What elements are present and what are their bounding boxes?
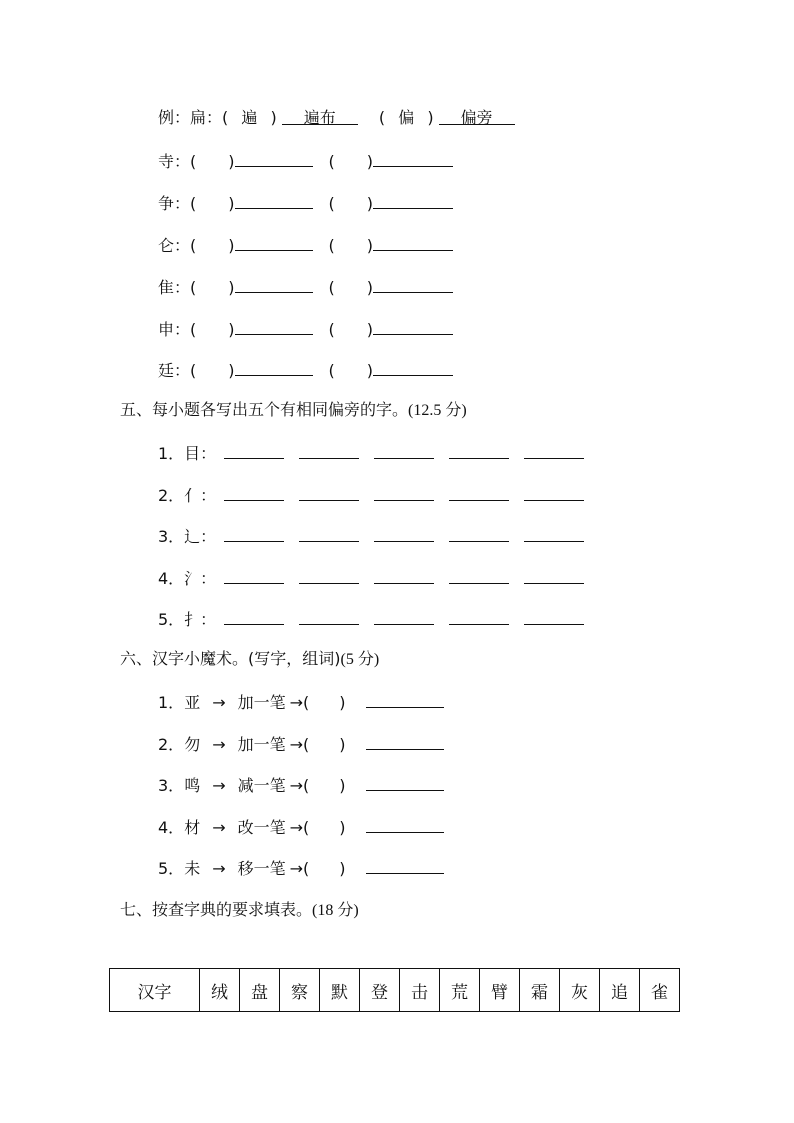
answer-blank[interactable] bbox=[366, 855, 444, 874]
dictionary-table bbox=[109, 968, 680, 1012]
answer-blank[interactable] bbox=[299, 482, 359, 501]
magic-row bbox=[158, 731, 444, 755]
answer-blank[interactable] bbox=[235, 148, 313, 167]
source-char: 勿 bbox=[184, 735, 201, 754]
source-char: 鸣 bbox=[184, 776, 201, 795]
tail-open: →( bbox=[289, 735, 310, 754]
answer-blank[interactable] bbox=[224, 606, 284, 625]
table-char-cell: 霜 bbox=[520, 969, 560, 1012]
example-char-1: 遍 bbox=[241, 108, 258, 127]
answer-blank[interactable] bbox=[373, 232, 453, 251]
radical-char: 隹：( bbox=[158, 278, 197, 297]
answer-blank[interactable] bbox=[299, 606, 359, 625]
section7-title-text: 七、按查字典的要求填表。 bbox=[120, 900, 313, 919]
close-paren: ) bbox=[228, 361, 235, 380]
table-char-cell: 登 bbox=[360, 969, 400, 1012]
answer-blank[interactable] bbox=[366, 814, 444, 833]
item-number: 3． bbox=[158, 776, 185, 795]
radical-char: 仑：( bbox=[158, 236, 197, 255]
radical-row bbox=[158, 440, 599, 464]
answer-blank[interactable] bbox=[366, 772, 444, 791]
example-word-2 bbox=[439, 106, 515, 125]
radical-char: 寺：( bbox=[158, 152, 197, 171]
table-char-cell: 雀 bbox=[640, 969, 680, 1012]
close-paren: ) bbox=[228, 236, 235, 255]
answer-blank[interactable] bbox=[235, 316, 313, 335]
answer-blank[interactable] bbox=[524, 482, 584, 501]
answer-blank[interactable] bbox=[224, 523, 284, 542]
tail-open: →( bbox=[289, 693, 310, 712]
table-char-cell: 盘 bbox=[240, 969, 280, 1012]
tail-open: →( bbox=[289, 818, 310, 837]
arrow-icon: → bbox=[212, 735, 226, 754]
open-paren: ( bbox=[328, 278, 335, 297]
close-paren: ) bbox=[228, 194, 235, 213]
example-open-2: ( bbox=[378, 108, 386, 127]
close-paren: ) bbox=[366, 236, 373, 255]
close-paren: ) bbox=[339, 735, 346, 754]
radical-label: 4．氵： bbox=[158, 569, 217, 588]
table-header-cell: 汉字 bbox=[110, 969, 200, 1012]
radical-row bbox=[158, 565, 599, 589]
example-close-2: ) bbox=[427, 108, 434, 127]
answer-blank[interactable] bbox=[224, 440, 284, 459]
answer-blank[interactable] bbox=[235, 274, 313, 293]
operation: 减一笔 bbox=[237, 776, 286, 795]
answer-blank[interactable] bbox=[449, 565, 509, 584]
close-paren: ) bbox=[366, 194, 373, 213]
answer-blank[interactable] bbox=[374, 482, 434, 501]
answer-blank[interactable] bbox=[374, 523, 434, 542]
answer-blank[interactable] bbox=[524, 565, 584, 584]
answer-blank[interactable] bbox=[366, 731, 444, 750]
section7-score: (18 分) bbox=[312, 902, 359, 919]
radical-row bbox=[158, 606, 599, 630]
radical-row bbox=[158, 523, 599, 547]
radical-char: 争：( bbox=[158, 194, 197, 213]
answer-blank[interactable] bbox=[524, 606, 584, 625]
answer-blank[interactable] bbox=[374, 440, 434, 459]
answer-blank[interactable] bbox=[373, 274, 453, 293]
radical-char: 申：( bbox=[158, 320, 197, 339]
answer-blank[interactable] bbox=[366, 689, 444, 708]
radical-label: 5．扌： bbox=[158, 610, 217, 629]
radical-item bbox=[158, 274, 453, 298]
answer-blank[interactable] bbox=[235, 357, 313, 376]
example-close-1: ) bbox=[270, 108, 277, 127]
close-paren: ) bbox=[366, 278, 373, 297]
section6-title bbox=[120, 647, 379, 671]
radical-label: 2．亻： bbox=[158, 486, 217, 505]
table-char-cell: 绒 bbox=[200, 969, 240, 1012]
table-char-cell: 灰 bbox=[560, 969, 600, 1012]
magic-row bbox=[158, 855, 444, 879]
table-char-cell: 追 bbox=[600, 969, 640, 1012]
close-paren: ) bbox=[366, 152, 373, 171]
close-paren: ) bbox=[228, 278, 235, 297]
example-word-1-text: 遍布 bbox=[303, 108, 336, 127]
arrow-icon: → bbox=[212, 818, 226, 837]
answer-blank[interactable] bbox=[235, 232, 313, 251]
answer-blank[interactable] bbox=[224, 565, 284, 584]
close-paren: ) bbox=[339, 818, 346, 837]
example-word-2-text: 偏旁 bbox=[460, 108, 493, 127]
radical-item bbox=[158, 232, 453, 256]
close-paren: ) bbox=[228, 152, 235, 171]
answer-blank[interactable] bbox=[374, 565, 434, 584]
item-number: 2． bbox=[158, 735, 185, 754]
operation: 加一笔 bbox=[237, 693, 286, 712]
source-char: 材 bbox=[184, 818, 201, 837]
open-paren: ( bbox=[328, 320, 335, 339]
operation: 改一笔 bbox=[237, 818, 286, 837]
radical-item bbox=[158, 148, 453, 172]
tail-open: →( bbox=[289, 776, 310, 795]
item-number: 1． bbox=[158, 693, 185, 712]
tail-open: →( bbox=[289, 859, 310, 878]
arrow-icon: → bbox=[212, 776, 226, 795]
answer-blank[interactable] bbox=[524, 523, 584, 542]
table-char-cell: 臂 bbox=[480, 969, 520, 1012]
table-char-cell: 击 bbox=[400, 969, 440, 1012]
example-char-2: 偏 bbox=[398, 108, 415, 127]
radical-row bbox=[158, 482, 599, 506]
answer-blank[interactable] bbox=[299, 440, 359, 459]
magic-row bbox=[158, 772, 444, 796]
answer-blank[interactable] bbox=[449, 440, 509, 459]
source-char: 未 bbox=[184, 859, 201, 878]
close-paren: ) bbox=[339, 693, 346, 712]
answer-blank[interactable] bbox=[235, 190, 313, 209]
answer-blank[interactable] bbox=[449, 482, 509, 501]
answer-blank[interactable] bbox=[524, 440, 584, 459]
table-char-cell: 荒 bbox=[440, 969, 480, 1012]
answer-blank[interactable] bbox=[374, 606, 434, 625]
arrow-icon: → bbox=[212, 693, 226, 712]
answer-blank[interactable] bbox=[373, 316, 453, 335]
answer-blank[interactable] bbox=[224, 482, 284, 501]
example-line bbox=[158, 106, 515, 130]
section5-title bbox=[120, 398, 467, 422]
open-paren: ( bbox=[328, 361, 335, 380]
close-paren: ) bbox=[228, 320, 235, 339]
close-paren: ) bbox=[366, 361, 373, 380]
radical-item bbox=[158, 357, 453, 381]
dictionary-table-row bbox=[110, 969, 680, 1012]
answer-blank[interactable] bbox=[373, 190, 453, 209]
item-number: 4． bbox=[158, 818, 185, 837]
radical-label: 3．辶： bbox=[158, 527, 217, 546]
example-word-1 bbox=[282, 106, 358, 125]
answer-blank[interactable] bbox=[373, 357, 453, 376]
open-paren: ( bbox=[328, 152, 335, 171]
magic-row bbox=[158, 814, 444, 838]
operation: 加一笔 bbox=[237, 735, 286, 754]
close-paren: ) bbox=[339, 776, 346, 795]
open-paren: ( bbox=[328, 194, 335, 213]
radical-label: 1．目： bbox=[158, 444, 217, 463]
answer-blank[interactable] bbox=[299, 565, 359, 584]
section5-title-text: 五、每小题各写出五个有相同偏旁的字。 bbox=[120, 400, 409, 419]
answer-blank[interactable] bbox=[449, 606, 509, 625]
open-paren: ( bbox=[328, 236, 335, 255]
radical-item bbox=[158, 190, 453, 214]
answer-blank[interactable] bbox=[373, 148, 453, 167]
source-char: 亚 bbox=[184, 693, 201, 712]
magic-row bbox=[158, 689, 444, 713]
operation: 移一笔 bbox=[237, 859, 286, 878]
table-char-cell: 察 bbox=[280, 969, 320, 1012]
section5-score: (12.5 分) bbox=[408, 402, 467, 419]
example-prefix: 例：扁：( bbox=[158, 108, 229, 127]
radical-item bbox=[158, 316, 453, 340]
arrow-icon: → bbox=[212, 859, 226, 878]
section6-score: (5 分) bbox=[340, 651, 380, 668]
table-char-cell: 默 bbox=[320, 969, 360, 1012]
close-paren: ) bbox=[339, 859, 346, 878]
radical-char: 廷：( bbox=[158, 361, 197, 380]
section6-title-text: 六、汉字小魔术。(写字，组词) bbox=[120, 649, 341, 668]
answer-blank[interactable] bbox=[299, 523, 359, 542]
answer-blank[interactable] bbox=[449, 523, 509, 542]
item-number: 5． bbox=[158, 859, 185, 878]
section7-title bbox=[120, 898, 359, 922]
close-paren: ) bbox=[366, 320, 373, 339]
